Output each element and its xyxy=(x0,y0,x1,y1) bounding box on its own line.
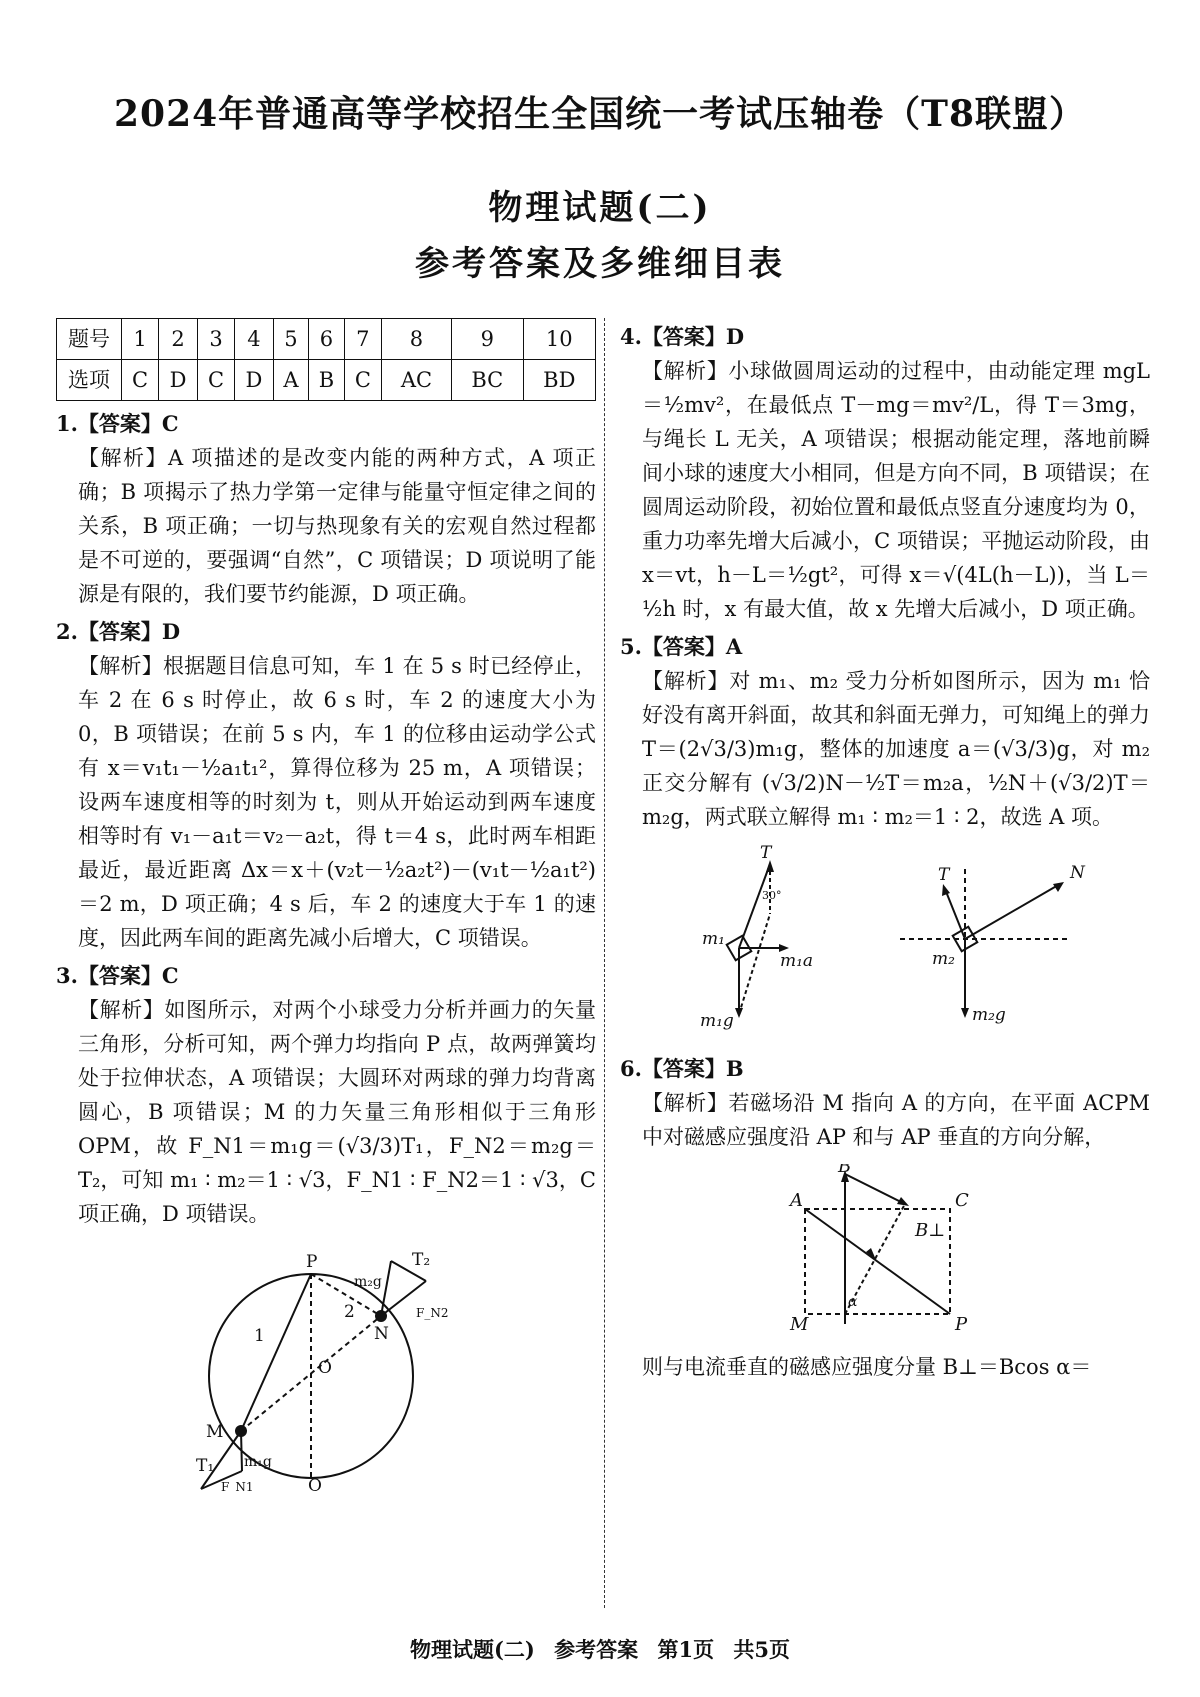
explanation: 【解析】A 项描述的是改变内能的两种方式，A 项正确；B 项揭示了热力学第一定律与能量守恒定律之间的关系，B 项正确；一切与热现象有关的宏观自然过程都是不可逆的，要强调“自然”，C 项错误；D 项说明了能源是有限的，我们要节约能源，D 项正确。 xyxy=(78,446,596,606)
label-m2: m₂ xyxy=(932,949,955,969)
subtitle: 参考答案及多维细目表 xyxy=(415,244,785,284)
table-row xyxy=(57,319,596,360)
label-Q: Q xyxy=(308,1476,322,1491)
label-m1: m₁ xyxy=(702,929,725,949)
answer-cell: BD xyxy=(523,360,595,401)
label-m1a: m₁a xyxy=(780,951,814,971)
label-m1g: m₁g xyxy=(700,1011,734,1031)
question-number: 3 xyxy=(197,319,234,360)
label-FN2: F_N2 xyxy=(416,1306,449,1320)
label-N: N xyxy=(374,1324,389,1344)
label-m2g: m₂g xyxy=(354,1274,382,1290)
label-T2: T₂ xyxy=(412,1250,431,1270)
label-B: B xyxy=(838,1164,852,1177)
question-number: 5 xyxy=(273,319,308,360)
label-Bperp: B⊥ xyxy=(915,1220,946,1241)
label-T1: T₁ xyxy=(196,1456,215,1476)
question-number: 8 xyxy=(381,319,451,360)
answer-heading: 4.【答案】D xyxy=(620,324,745,349)
question-number: 7 xyxy=(344,319,381,360)
question-number: 1 xyxy=(122,319,159,360)
row-label: 题号 xyxy=(57,319,122,360)
question-number: 2 xyxy=(159,319,198,360)
explanation: 【解析】小球做圆周运动的过程中，由动能定理 mgL＝½mv²，在最低点 T－mg＝mv²/L，得 T＝3mg，与绳长 L 无关，A 项错误；根据动能定理，落地前瞬间小球的速度大小相同，但是方向不同，B 项错误；在圆周运动阶段，初始位置和最低点竖直分速度均为 0，重力功率先增大后减小，C 项错误；平抛运动阶段，由 x＝vt，h－L＝½gt²，可得 x＝√(4L(h－L))，当 L＝½h 时，x 有最大值，故 x 先增大后减小，D 项正确。 xyxy=(642,359,1150,621)
page-footer xyxy=(0,1634,1200,1664)
label-FN1: F_N1 xyxy=(221,1480,254,1491)
question-3 xyxy=(56,959,596,1507)
answer-cell: A xyxy=(273,360,308,401)
explanation: 【解析】若磁场沿 M 指向 A 的方向，在平面 ACPM 中对磁感应强度沿 AP 和与 AP 垂直的方向分解， xyxy=(642,1091,1150,1149)
label-P: P xyxy=(955,1314,968,1334)
label-T-2: T xyxy=(938,865,950,885)
question-number: 4 xyxy=(235,319,274,360)
table-row xyxy=(57,360,596,401)
answer-heading: 6.【答案】B xyxy=(620,1056,744,1081)
question-number: 6 xyxy=(309,319,345,360)
label-m2g: m₂g xyxy=(972,1005,1006,1025)
answer-cell: B xyxy=(309,360,345,401)
label-m1g: m₁g xyxy=(244,1454,272,1470)
answer-cell: C xyxy=(344,360,381,401)
right-column xyxy=(620,318,1150,1388)
label-30deg: 30° xyxy=(762,889,782,902)
label-1: 1 xyxy=(254,1326,265,1346)
explanation: 【解析】根据题目信息可知，车 1 在 5 s 时已经停止，车 2 在 6 s 时停止，故 6 s 时，车 2 的速度大小为 0，B 项错误；在前 5 s 内，车 1 的位移由运动学公式有 x＝v₁t₁－½a₁t₁²，算得位移为 25 m，A 项错误；设两车速度相等的时刻为 t，则从开始运动到两车速度相等时有 v₁－a₁t＝v₂－a₂t，得 t＝4 s，此时两车相距最近，最近距离 Δx＝x＋(v₂t－½a₂t²)－(v₁t－½a₁t²)＝2 m，D 项正确；4 s 后，车 2 的速度大于车 1 的速度，因此两车间的距离先减小后增大，C 项错误。 xyxy=(78,654,596,950)
footer-label: 参考答案 xyxy=(554,1637,639,1662)
label-alpha: α xyxy=(848,1294,858,1310)
answer-heading: 5.【答案】A xyxy=(620,634,743,659)
label-O: O xyxy=(318,1358,332,1378)
answer-cell: AC xyxy=(381,360,451,401)
question-number: 9 xyxy=(452,319,524,360)
footer-total: 共5页 xyxy=(733,1637,791,1662)
label-M: M xyxy=(206,1422,224,1442)
explanation-continued: 则与电流垂直的磁感应强度分量 B⊥＝Bcos α＝ xyxy=(642,1355,1092,1379)
label-T: T xyxy=(760,844,772,863)
circle-force-diagram xyxy=(56,1241,596,1491)
answer-cell: BC xyxy=(452,360,524,401)
label-M: M xyxy=(790,1314,809,1334)
label-N: N xyxy=(1070,863,1085,883)
label-P: P xyxy=(306,1252,318,1272)
row-label: 选项 xyxy=(57,360,122,401)
label-C: C xyxy=(955,1190,969,1211)
question-number: 10 xyxy=(523,319,595,360)
question-4 xyxy=(620,320,1150,626)
question-2 xyxy=(56,615,596,955)
explanation: 【解析】如图所示，对两个小球受力分析并画力的矢量三角形，分析可知，两个弹力均指向 P 点，故两弹簧均处于拉伸状态，A 项错误；大圆环对两球的弹力均背离圆心，B 项错误；M 的力矢量三角形相似于三角形 OPM，故 F_N1＝m₁g＝(√3/3)T₁，F_N2＝m₂g＝T₂，可知 m₁ ∶ m₂＝1 ∶ √3，F_N1 ∶ F_N2＝1 ∶ √3，C 项正确，D 项错误。 xyxy=(78,998,596,1226)
question-5 xyxy=(620,630,1150,1050)
label-2: 2 xyxy=(344,1302,355,1322)
answer-heading: 3.【答案】C xyxy=(56,963,179,988)
label-A: A xyxy=(790,1190,803,1211)
answer-cell: C xyxy=(122,360,159,401)
answer-cell: D xyxy=(159,360,198,401)
footer-subject: 物理试题(二) xyxy=(409,1637,535,1662)
answer-heading: 2.【答案】D xyxy=(56,619,181,644)
explanation: 【解析】对 m₁、m₂ 受力分析如图所示，因为 m₁ 恰好没有离开斜面，故其和斜面无弹力，可知绳上的弹力 T＝(2√3/3)m₁g，整体的加速度 a＝(√3/3)g，对 m₂ 正交分解有 (√3/2)N－½T＝m₂a，½N＋(√3/2)T＝m₂g，两式联立解得 m₁ ∶ m₂＝1 ∶ 2，故选 A 项。 xyxy=(642,669,1150,829)
question-6 xyxy=(620,1052,1150,1384)
answer-cell: D xyxy=(235,360,274,401)
magnetic-field-diagram xyxy=(620,1164,1140,1334)
answer-table xyxy=(56,318,596,401)
exam-title: 2024年普通高等学校招生全国统一考试压轴卷（T8联盟） xyxy=(113,93,1087,135)
answer-heading: 1.【答案】C xyxy=(56,411,179,436)
column-divider xyxy=(604,318,605,1608)
footer-page: 第1页 xyxy=(657,1637,715,1662)
answer-cell: C xyxy=(197,360,234,401)
subject-title: 物理试题(二) xyxy=(488,188,712,228)
left-column xyxy=(56,318,596,1507)
question-1 xyxy=(56,407,596,611)
force-analysis-diagram xyxy=(620,844,1140,1034)
